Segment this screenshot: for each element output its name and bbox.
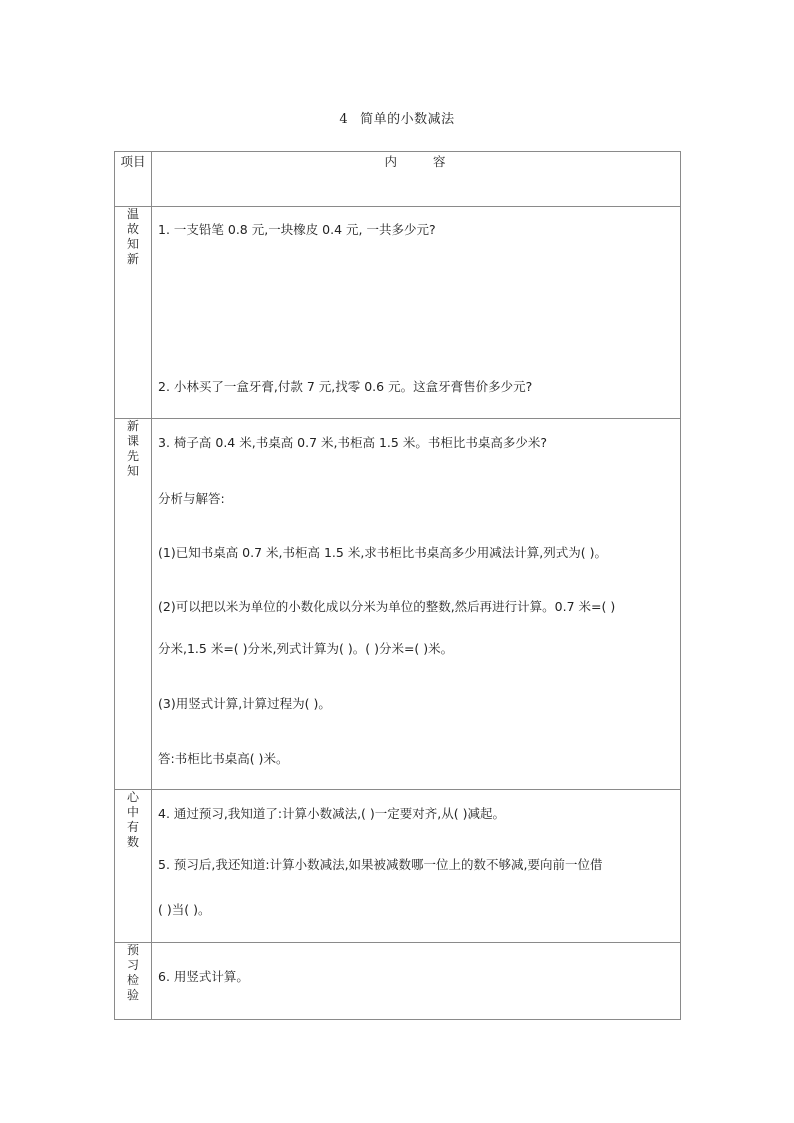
part-1: (1)已知书桌高 0.7 米,书柜高 1.5 米,求书柜比书桌高多少用减法计算,列式为( )。 <box>158 545 608 560</box>
header-content-cell <box>152 152 681 207</box>
section-content <box>152 790 681 943</box>
header-content-label-b: 容 <box>432 154 448 169</box>
section-label-cell <box>115 419 152 790</box>
answer-line: 答:书柜比书桌高( )米。 <box>158 751 289 766</box>
page-title <box>0 108 794 127</box>
lesson-number: 4 <box>339 112 349 127</box>
section-content <box>152 207 681 419</box>
question-4: 4. 通过预习,我知道了:计算小数减法,( )一定要对齐,从( )减起。 <box>158 806 505 821</box>
section-label-cell <box>115 943 152 1020</box>
lesson-title: 简单的小数减法 <box>360 112 455 127</box>
section-check <box>115 943 681 1020</box>
question-2: 2. 小林买了一盒牙膏,付款 7 元,找零 0.6 元。这盒牙膏售价多少元? <box>158 379 533 394</box>
analysis-heading: 分析与解答: <box>158 491 225 506</box>
part-2-line-2: 分米,1.5 米=( )分米,列式计算为( )。( )分米=( )米。 <box>158 641 454 656</box>
header-content-label-a: 内 <box>384 154 400 169</box>
section-content <box>152 419 681 790</box>
section-label: 新课先知 <box>126 419 139 478</box>
section-new <box>115 419 681 790</box>
question-5-line-1: 5. 预习后,我还知道:计算小数减法,如果被减数哪一位上的数不够减,要向前一位借 <box>158 857 603 872</box>
question-1: 1. 一支铅笔 0.8 元,一块橡皮 0.4 元, 一共多少元? <box>158 222 436 237</box>
question-5-line-2: ( )当( )。 <box>158 902 211 917</box>
section-label: 温故知新 <box>126 207 139 266</box>
question-6: 6. 用竖式计算。 <box>158 969 249 984</box>
section-label-cell <box>115 207 152 419</box>
header-item-cell <box>115 152 152 207</box>
header-row <box>115 152 681 207</box>
section-review <box>115 207 681 419</box>
section-label: 心中有数 <box>126 790 139 849</box>
section-label-cell <box>115 790 152 943</box>
worksheet-table <box>114 151 681 1020</box>
section-mind <box>115 790 681 943</box>
part-2-line-1: (2)可以把以米为单位的小数化成以分米为单位的整数,然后再进行计算。0.7 米=( ) <box>158 599 616 614</box>
question-3: 3. 椅子高 0.4 米,书桌高 0.7 米,书柜高 1.5 米。书柜比书桌高多少米? <box>158 435 547 450</box>
part-3: (3)用竖式计算,计算过程为( )。 <box>158 696 331 711</box>
section-label: 预习检验 <box>126 943 139 1002</box>
header-item-label: 项目 <box>120 154 146 169</box>
section-content <box>152 943 681 1020</box>
